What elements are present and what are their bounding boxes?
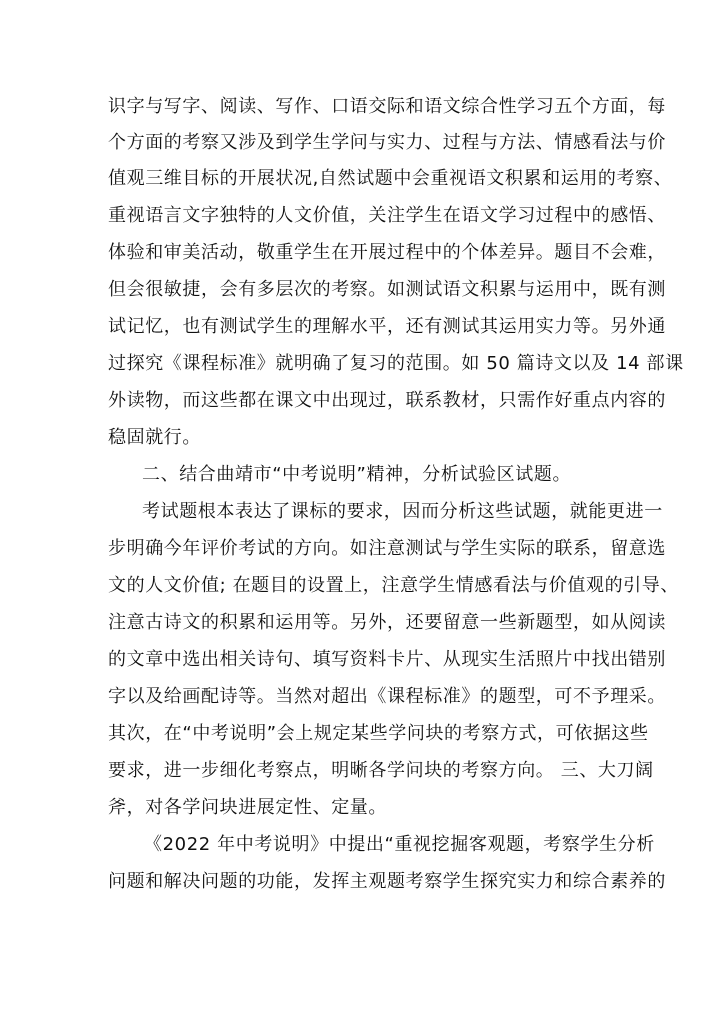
text-line: 的文章中选出相关诗句、填写资料卡片、从现实生活照片中找出错别 xyxy=(108,649,666,670)
text-line: 识字与写字、阅读、写作、口语交际和语文综合性学习五个方面，每 xyxy=(108,96,666,117)
text-line: 字以及给画配诗等。当然对超出《课程标准》的题型，可不予理采。 xyxy=(108,686,666,707)
text-line: 考试题根本表达了课标的要求，因而分析这些试题，就能更进一 xyxy=(142,501,663,522)
text-line: 《2022 年中考说明》中提出“重视挖掘客观题，考察学生分析 xyxy=(144,834,655,855)
text-line: 稳固就行。 xyxy=(108,427,201,448)
text-line: 要求，进一步细化考察点，明晰各学问块的考察方向。 三、大刀阔 xyxy=(108,760,654,781)
text-line: 过探究《课程标准》就明确了复习的范围。如 50 篇诗文以及 14 部课 xyxy=(108,353,684,374)
text-line: 试记忆，也有测试学生的理解水平，还有测试其运用实力等。另外通 xyxy=(108,316,666,337)
text-line: 其次，在“中考说明”会上规定某些学问块的考察方式，可依据这些 xyxy=(108,723,649,744)
text-line: 问题和解决问题的功能，发挥主观题考察学生探究实力和综合素养的 xyxy=(108,871,666,892)
text-line: 注意古诗文的积累和运用等。另外，还要留意一些新题型，如从阅读 xyxy=(108,612,666,633)
text-line: 外读物，而这些都在课文中出现过，联系教材，只需作好重点内容的 xyxy=(108,390,666,411)
text-line: 但会很敏捷，会有多层次的考察。如测试语文积累与运用中，既有测 xyxy=(108,279,666,300)
text-line: 步明确今年评价考试的方向。如注意测试与学生实际的联系，留意选 xyxy=(108,538,666,559)
text-line: 值观三维目标的开展状况,自然试题中会重视语文积累和运用的考察、 xyxy=(108,168,673,189)
section-heading: 二、结合曲靖市“中考说明”精神，分析试验区试题。 xyxy=(142,464,572,485)
text-line: 个方面的考察又涉及到学生学问与实力、过程与方法、情感看法与价 xyxy=(108,132,666,153)
text-line: 文的人文价值; 在题目的设置上，注意学生情感看法与价值观的引导、 xyxy=(108,575,679,596)
text-line: 体验和审美活动，敬重学生在开展过程中的个体差异。题目不会难， xyxy=(108,242,666,263)
text-line: 重视语言文字独特的人文价值，关注学生在语文学习过程中的感悟、 xyxy=(108,205,666,226)
text-line: 斧，对各学问块进展定性、定量。 xyxy=(108,797,387,818)
